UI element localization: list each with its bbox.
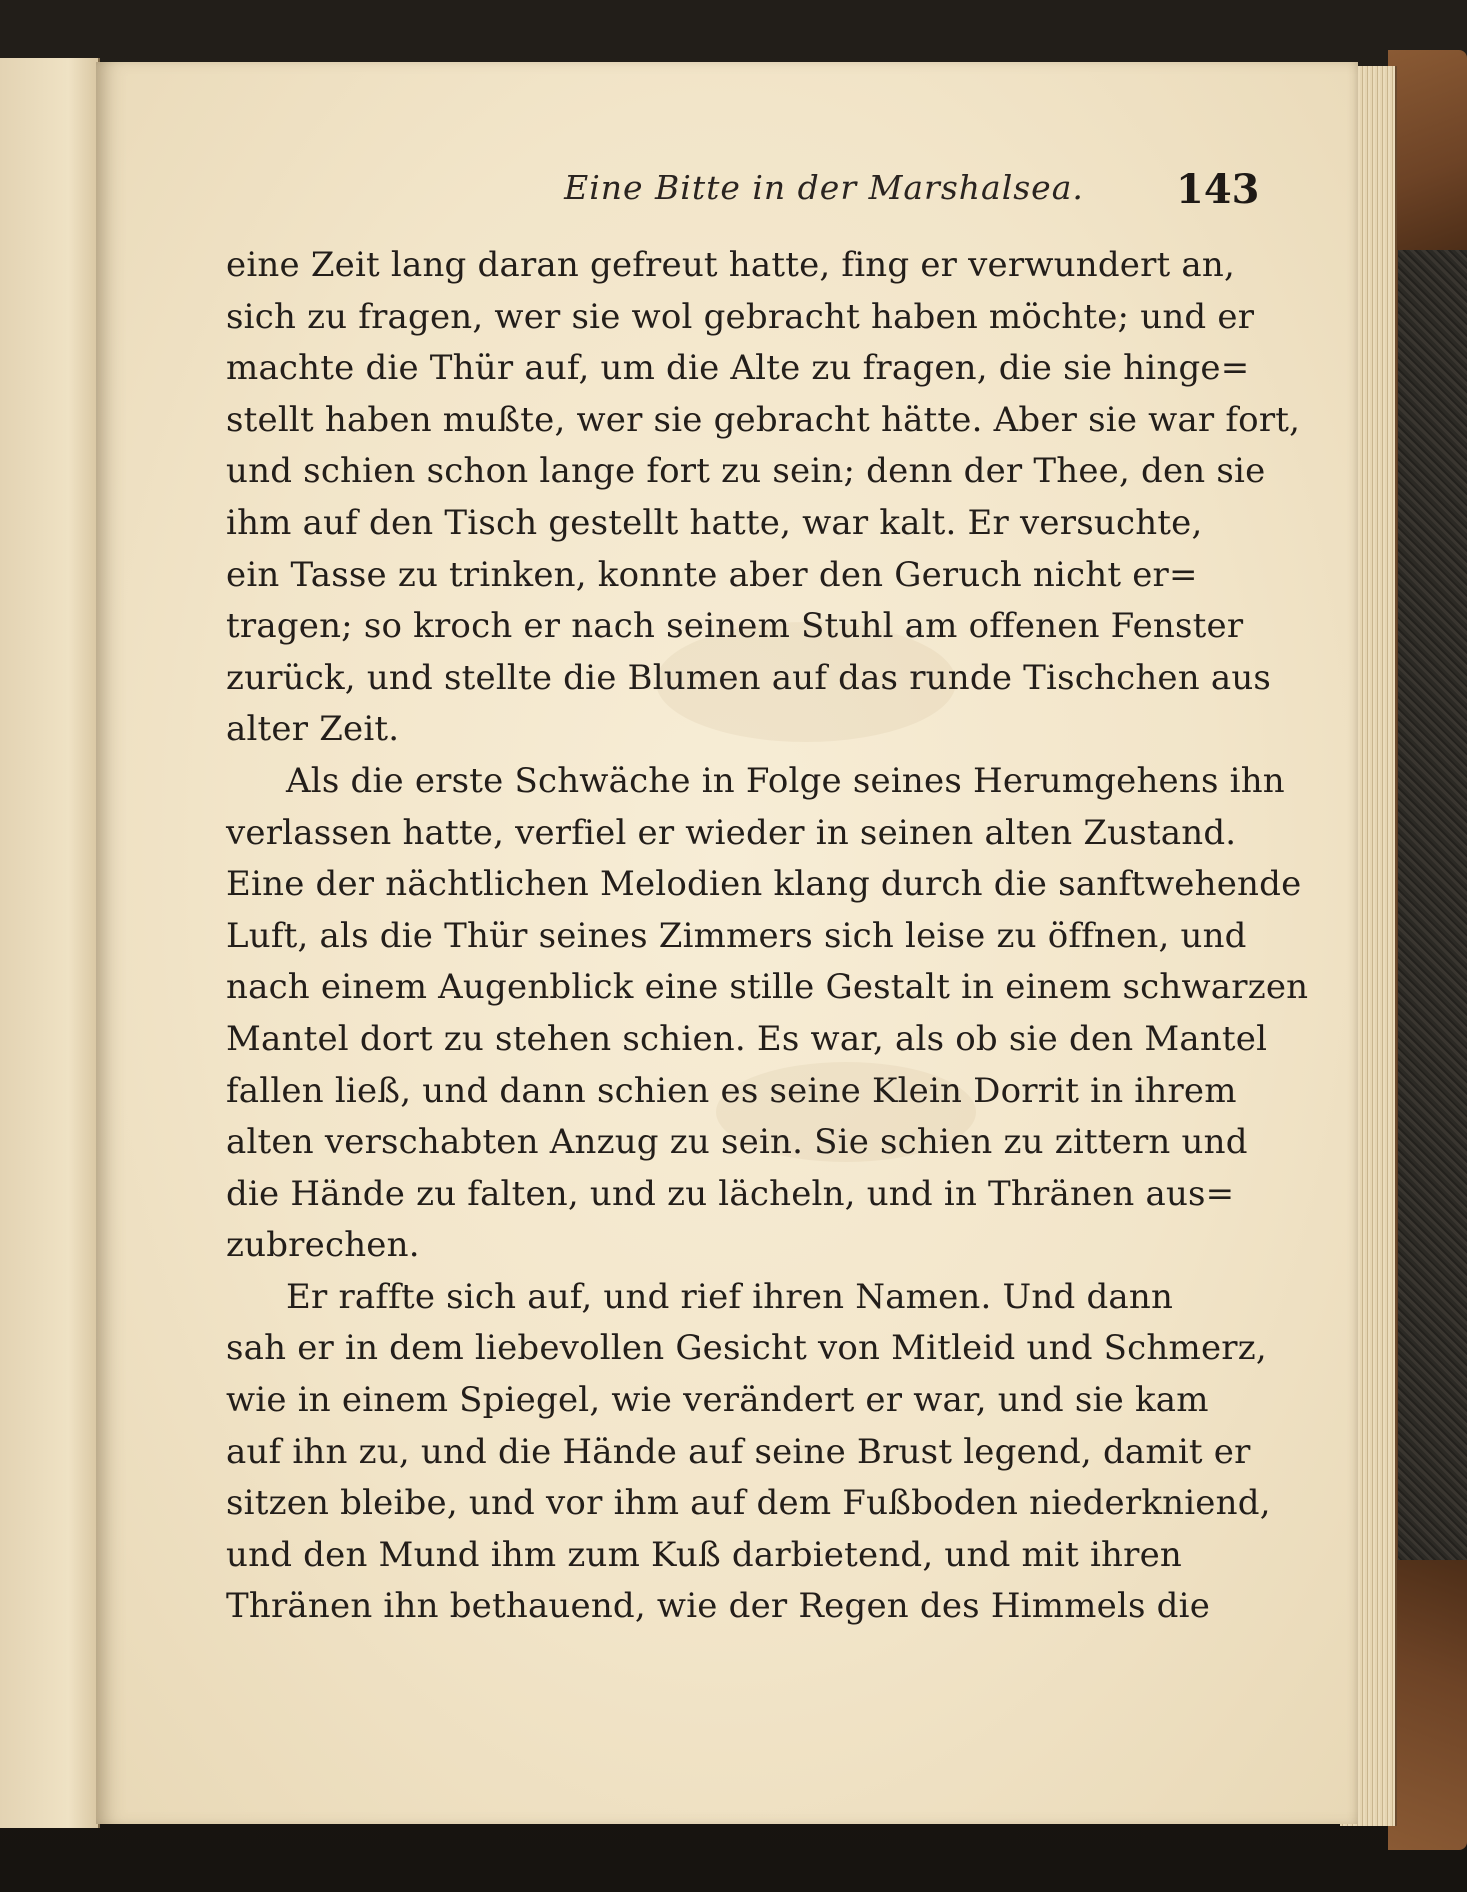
text-line: eine Zeit lang daran gefreut hatte, fing er verwundert an,	[226, 245, 1236, 285]
text-line: und schien schon lange fort zu sein; denn der Thee, den sie	[226, 451, 1266, 492]
text-line: verlassen hatte, verfiel er wieder in seinen alten Zustand.	[226, 812, 1237, 853]
text-line: sich zu fragen, wer sie wol gebracht haben möchte; und er	[226, 296, 1255, 337]
text-line: und den Mund ihm zum Kuß darbietend, und mit ihren	[226, 1534, 1182, 1575]
text-line: sitzen bleibe, und vor ihm auf dem Fußboden niederkniend,	[226, 1483, 1271, 1524]
text-line: alten verschabten Anzug zu sein. Sie schien zu zittern und	[226, 1122, 1248, 1163]
text-line: nach einem Augenblick eine stille Gestalt in einem schwarzen	[226, 967, 1309, 1008]
text-line: Thränen ihn bethauend, wie der Regen des Himmels die	[226, 1586, 1211, 1627]
book-page	[96, 62, 1358, 1824]
text-line: machte die Thür auf, um die Alte zu fragen, die sie hinge=	[226, 348, 1250, 389]
text-line: wie in einem Spiegel, wie verändert er war, und sie kam	[226, 1380, 1209, 1421]
text-line: ihm auf den Tisch gestellt hatte, war kalt. Er versuchte,	[226, 502, 1203, 543]
text-line: Er raffte sich auf, und rief ihren Namen. Und dann	[286, 1276, 1174, 1317]
text-line: Als die erste Schwäche in Folge seines Herumgehens ihn	[286, 760, 1285, 801]
text-line: zurück, und stellte die Blumen auf das runde Tischchen aus	[226, 657, 1272, 698]
text-line: sah er in dem liebevollen Gesicht von Mitleid und Schmerz,	[226, 1328, 1267, 1369]
page-number: 143	[1176, 166, 1260, 213]
text-line: auf ihn zu, und die Hände auf seine Brust legend, damit er	[226, 1431, 1251, 1472]
running-title: Eine Bitte in der Marshalsea.	[564, 168, 1084, 207]
text-line: stellt haben mußte, wer sie gebracht hätte. Aber sie war fort,	[226, 399, 1301, 440]
text-line: zubrechen.	[226, 1225, 420, 1266]
text-line: Mantel dort zu stehen schien. Es war, als ob sie den Mantel	[226, 1018, 1268, 1059]
left-page-edge	[0, 58, 100, 1828]
text-line: alter Zeit.	[226, 709, 400, 750]
leather-corner-top	[1388, 50, 1467, 250]
text-line: Luft, als die Thür seines Zimmers sich leise zu öffnen, und	[226, 915, 1247, 956]
text-line: die Hände zu falten, und zu lächeln, und in Thränen aus=	[226, 1173, 1235, 1214]
text-line: ein Tasse zu trinken, konnte aber den Geruch nicht er=	[226, 554, 1198, 595]
body-text	[226, 240, 1309, 1633]
text-line: Eine der nächtlichen Melodien klang durch die sanftwehende	[226, 864, 1302, 905]
leather-corner-bottom	[1388, 1560, 1467, 1850]
text-line: fallen ließ, und dann schien es seine Klein Dorrit in ihrem	[226, 1070, 1237, 1111]
text-line: tragen; so kroch er nach seinem Stuhl am offenen Fenster	[226, 606, 1244, 647]
